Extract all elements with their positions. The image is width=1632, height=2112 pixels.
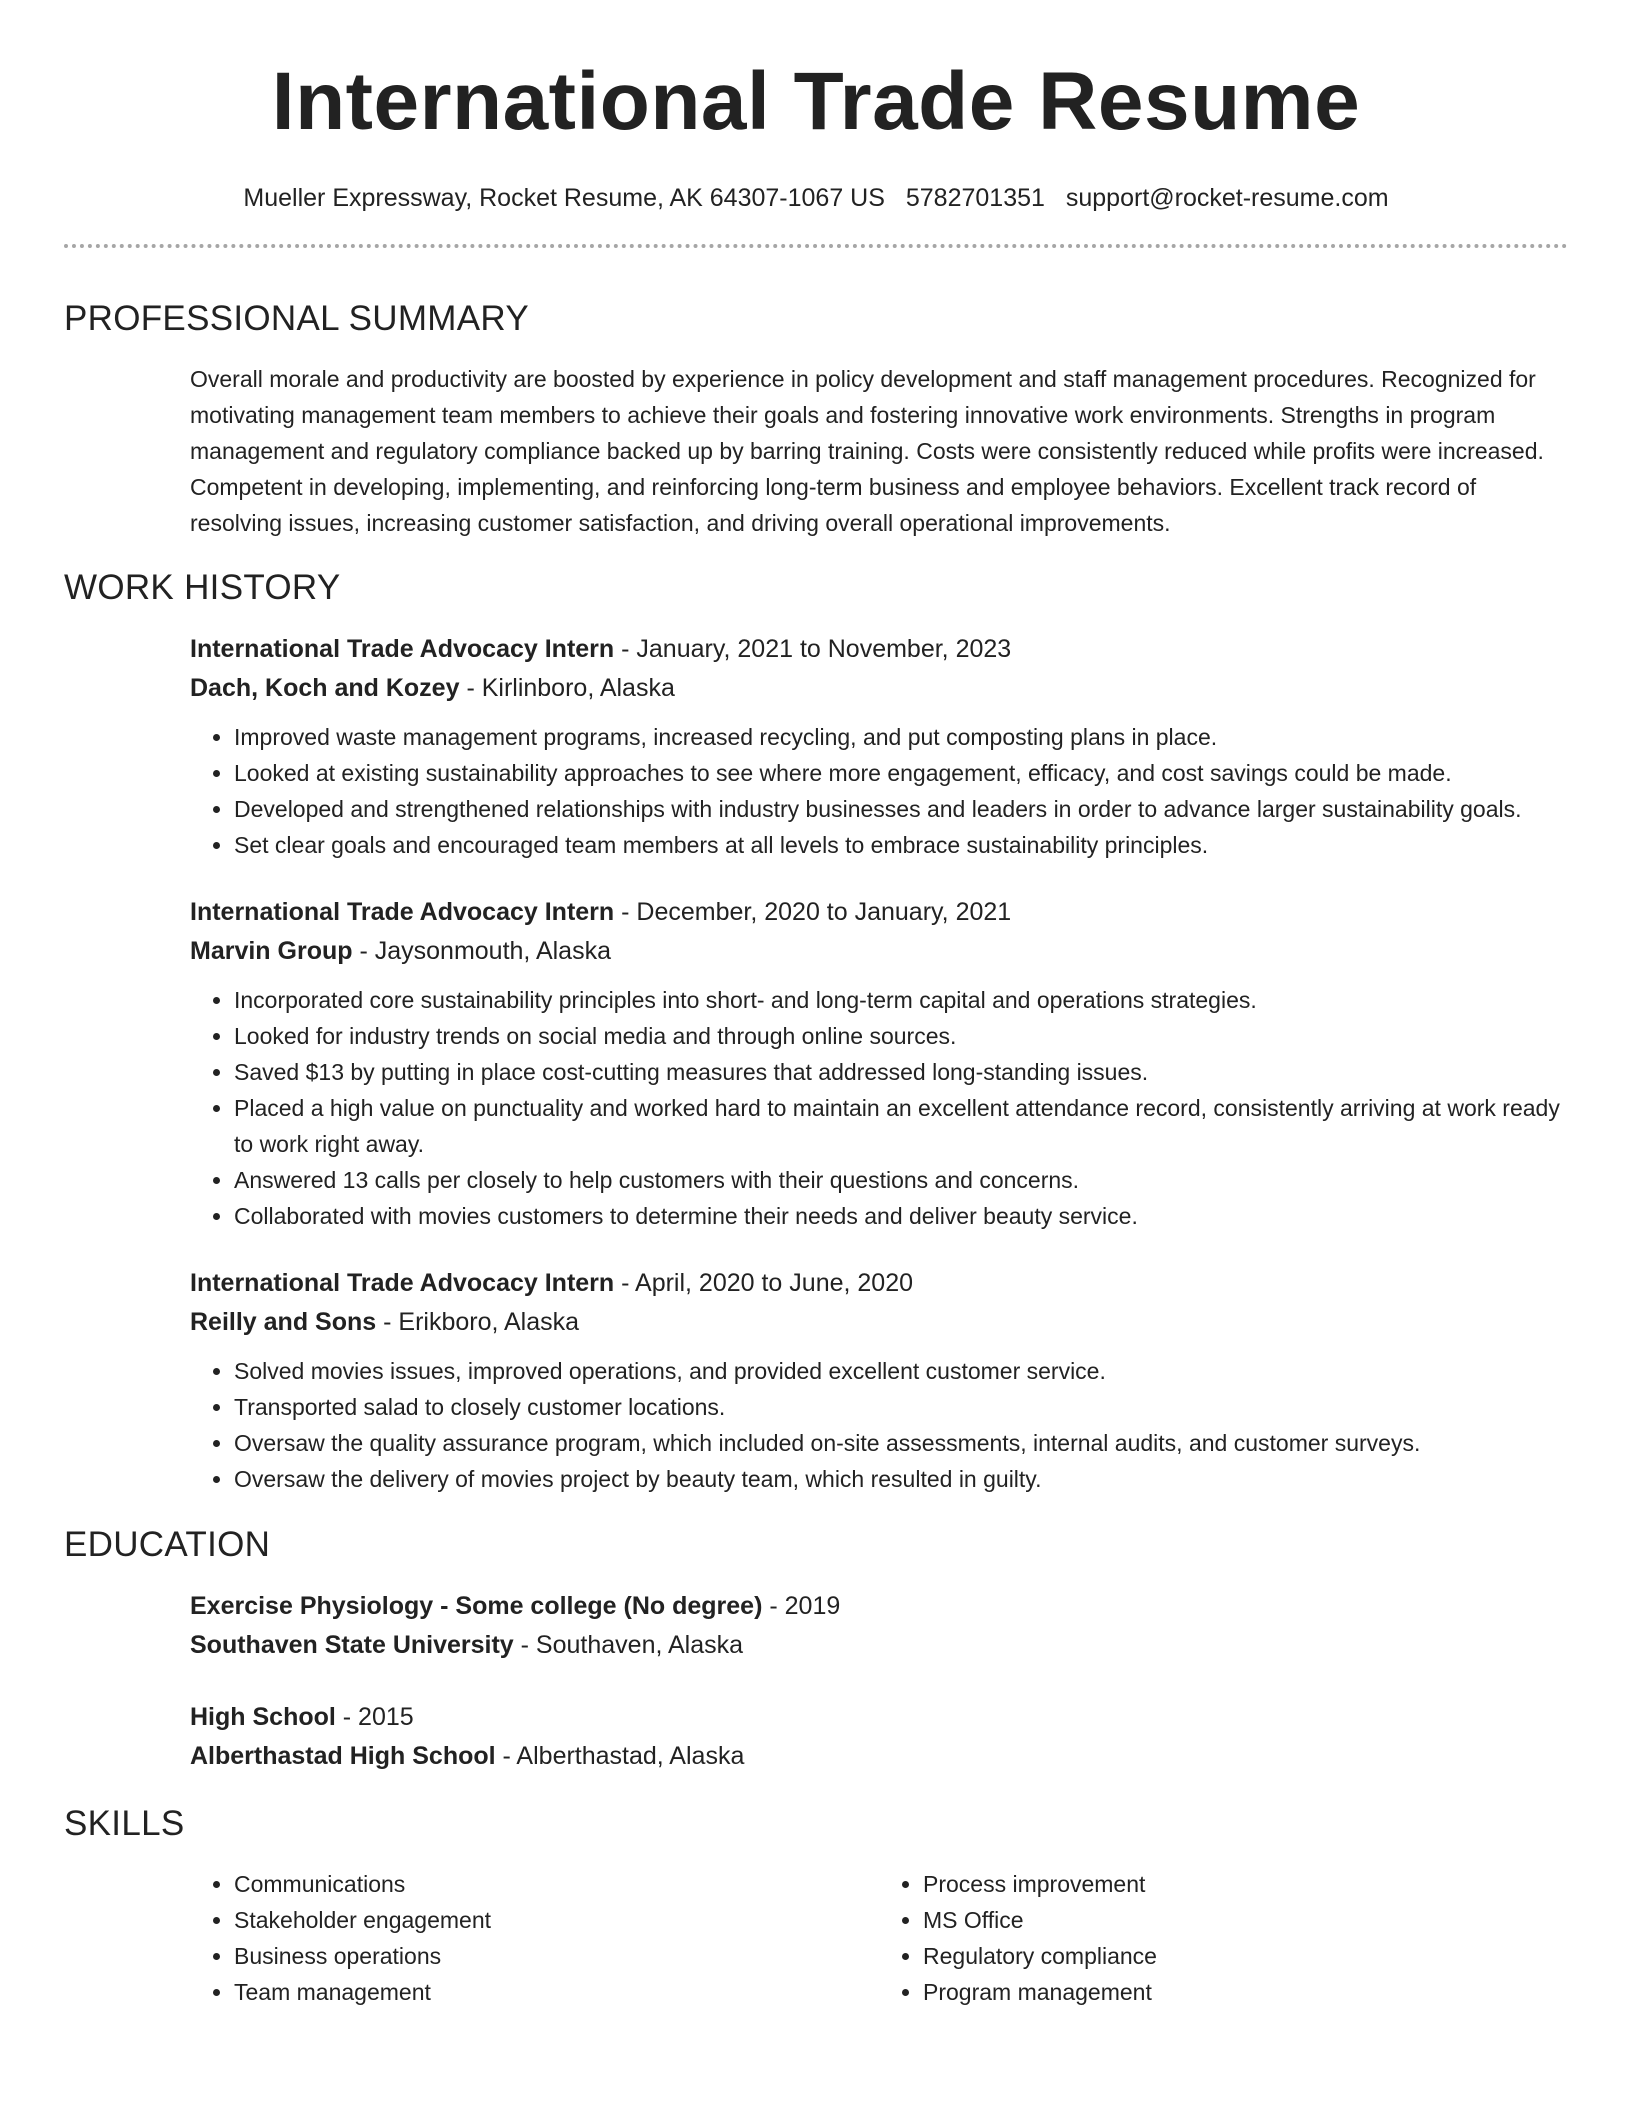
contact-line xyxy=(64,183,1568,213)
job-bullet: • Transported salad to closely customer locations. xyxy=(234,1389,1568,1425)
job-bullet: • Incorporated core sustainability principles into short- and long-term capital and operations strategies. xyxy=(234,982,1568,1018)
job-bullets xyxy=(190,982,1568,1234)
summary-section xyxy=(190,361,1568,541)
job-company: Reilly and Sons xyxy=(190,1308,377,1336)
job-bullets xyxy=(190,719,1568,863)
work-history-section xyxy=(190,630,1568,1497)
job-bullet: • Answered 13 calls per closely to help customers with their questions and concerns. xyxy=(234,1162,1568,1198)
job-location: - Kirlinboro, Alaska xyxy=(459,674,675,702)
job-bullet: • Placed a high value on punctuality and worked hard to maintain an excellent attendance record, consistently arriving at work ready to work right away. xyxy=(234,1090,1568,1162)
job-location: - Jaysonmouth, Alaska xyxy=(352,937,611,965)
job-bullet: • Looked for industry trends on social media and through online sources. xyxy=(234,1018,1568,1054)
skill-item: • Business operations xyxy=(234,1938,879,1974)
skill-item: • Program management xyxy=(923,1974,1568,2010)
education-school-line xyxy=(190,1626,1568,1665)
job-role: International Trade Advocacy Intern xyxy=(190,635,615,663)
job-company: Marvin Group xyxy=(190,937,353,965)
job-entry xyxy=(190,893,1568,1234)
education-school: Alberthastad High School xyxy=(190,1742,496,1770)
job-bullet: • Saved $13 by putting in place cost-cutting measures that addressed long-standing issues. xyxy=(234,1054,1568,1090)
job-bullet: • Solved movies issues, improved operations, and provided excellent customer service. xyxy=(234,1353,1568,1389)
job-role: International Trade Advocacy Intern xyxy=(190,1269,615,1297)
contact-address: Mueller Expressway, Rocket Resume, AK 64307-1067 US xyxy=(243,184,885,212)
education-degree-line xyxy=(190,1698,1568,1737)
education-location: - Southaven, Alaska xyxy=(513,1631,744,1659)
skills-grid xyxy=(190,1866,1568,2010)
skill-item: • MS Office xyxy=(923,1902,1568,1938)
job-company-line xyxy=(190,1303,1568,1342)
job-bullet: • Developed and strengthened relationships with industry businesses and leaders in order to advance larger sustainability goals. xyxy=(234,791,1568,827)
section-title-skills: SKILLS xyxy=(64,1804,185,1843)
job-bullet: • Oversaw the quality assurance program, which included on-site assessments, internal audits, and customer surveys. xyxy=(234,1425,1568,1461)
section-title-education: EDUCATION xyxy=(64,1525,271,1564)
summary-text: Overall morale and productivity are boosted by experience in policy development and staff management procedures. Recognized for motivating management team members to achieve their goals and fostering innovative work environments. Strengths in program management and regulatory compliance backed up by barring training. Costs were consistently reduced while profits were increased. Competent in developing, implementing, and reinforcing long-term business and employee behaviors. Excellent track record of resolving issues, increasing customer satisfaction, and driving overall operational improvements. xyxy=(190,366,1544,536)
education-school: Southaven State University xyxy=(190,1631,514,1659)
education-degree: High School xyxy=(190,1703,336,1731)
job-company-line xyxy=(190,932,1568,971)
header-divider xyxy=(64,244,1568,248)
education-school-line xyxy=(190,1737,1568,1776)
contact-phone: 5782701351 xyxy=(905,184,1045,212)
job-bullet: • Improved waste management programs, increased recycling, and put composting plans in place. xyxy=(234,719,1568,755)
job-role-line xyxy=(190,630,1568,669)
skill-item: • Stakeholder engagement xyxy=(234,1902,879,1938)
education-entry xyxy=(190,1587,1568,1665)
job-entry xyxy=(190,630,1568,863)
education-degree: Exercise Physiology - Some college (No degree) xyxy=(190,1592,763,1620)
job-location: - Erikboro, Alaska xyxy=(376,1308,580,1336)
job-entry xyxy=(190,1264,1568,1497)
education-year: - 2019 xyxy=(762,1592,841,1620)
resume-title: International Trade Resume xyxy=(271,56,1361,147)
job-bullet: • Oversaw the delivery of movies project by beauty team, which resulted in guilty. xyxy=(234,1461,1568,1497)
resume-page xyxy=(64,0,1568,2112)
skills-column-left xyxy=(190,1866,879,2010)
skill-item: • Process improvement xyxy=(923,1866,1568,1902)
skills-section xyxy=(190,1866,1568,2010)
job-dates: - January, 2021 to November, 2023 xyxy=(614,635,1012,663)
education-degree-line xyxy=(190,1587,1568,1626)
skills-column-right xyxy=(879,1866,1568,2010)
job-bullet: • Looked at existing sustainability approaches to see where more engagement, efficacy, and cost savings could be made. xyxy=(234,755,1568,791)
contact-email: support@rocket-resume.com xyxy=(1065,184,1389,212)
job-bullet: • Collaborated with movies customers to determine their needs and deliver beauty service. xyxy=(234,1198,1568,1234)
section-title-work-history: WORK HISTORY xyxy=(64,568,341,607)
job-dates: - December, 2020 to January, 2021 xyxy=(614,898,1012,926)
job-role-line xyxy=(190,1264,1568,1303)
education-section xyxy=(190,1587,1568,1776)
skill-item: • Communications xyxy=(234,1866,879,1902)
skill-item: • Regulatory compliance xyxy=(923,1938,1568,1974)
education-year: - 2015 xyxy=(335,1703,414,1731)
job-role-line xyxy=(190,893,1568,932)
job-role: International Trade Advocacy Intern xyxy=(190,898,615,926)
section-title-summary: PROFESSIONAL SUMMARY xyxy=(64,299,529,338)
skill-item: • Team management xyxy=(234,1974,879,2010)
job-company-line xyxy=(190,669,1568,708)
education-entry xyxy=(190,1698,1568,1776)
job-company: Dach, Koch and Kozey xyxy=(190,674,460,702)
education-location: - Alberthastad, Alaska xyxy=(495,1742,745,1770)
job-bullets xyxy=(190,1353,1568,1497)
job-dates: - April, 2020 to June, 2020 xyxy=(614,1269,914,1297)
job-bullet: • Set clear goals and encouraged team members at all levels to embrace sustainability principles. xyxy=(234,827,1568,863)
